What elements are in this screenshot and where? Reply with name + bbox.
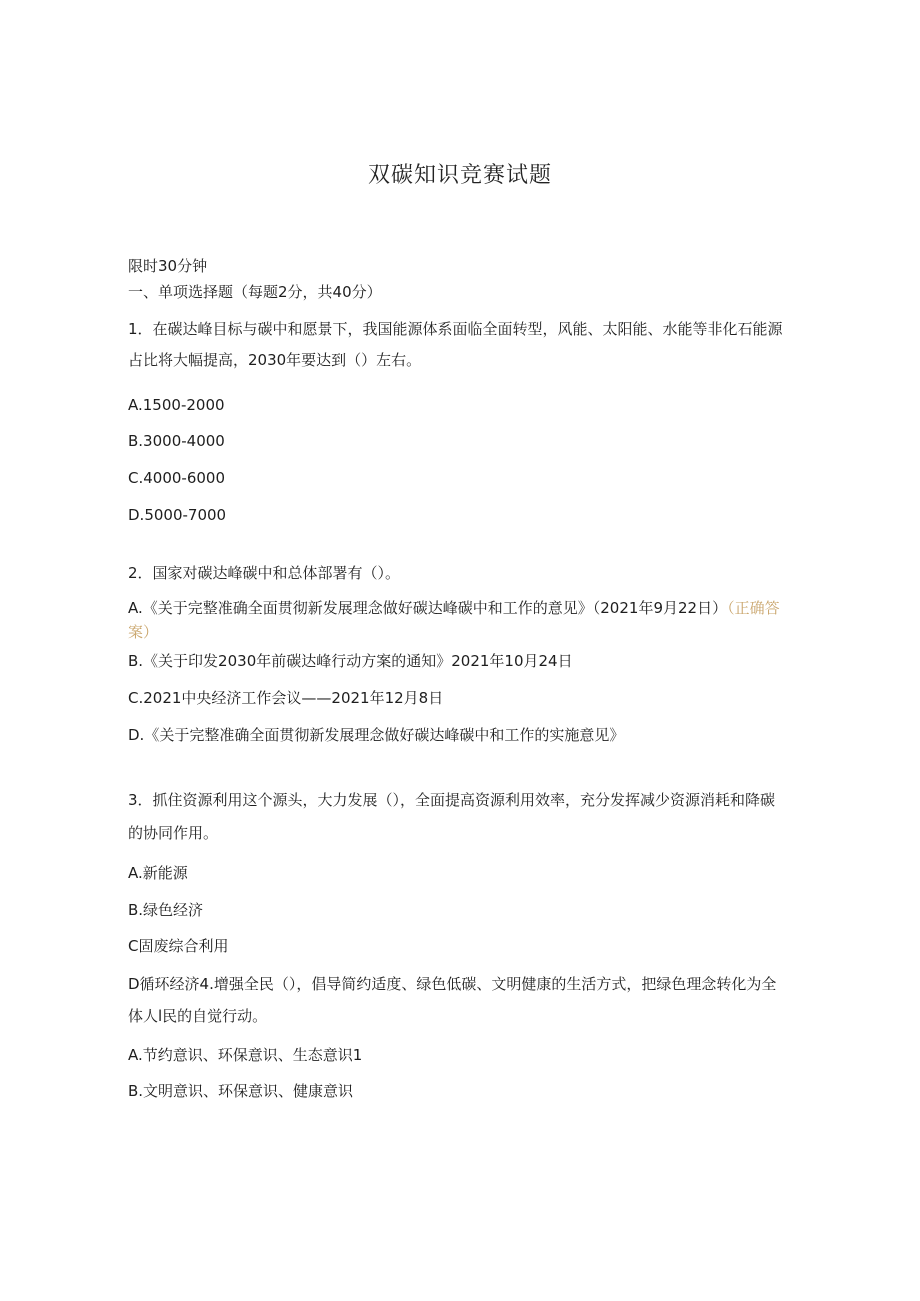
question-2-option-a[interactable] [128,596,790,644]
question-2-text: 2．国家对碳达峰碳中和总体部署有（）。 [128,564,401,582]
question-2-option-c[interactable]: C.2021中央经济工作会议——2021年12月8日 [128,689,444,707]
question-2-option-a-text: A.《关于完整准确全面贯彻新发展理念做好碳达峰碳中和工作的意见》（2021年9月22日） [128,599,728,617]
question-1-option-a[interactable]: A.1500-2000 [128,396,225,414]
question-4-option-b[interactable]: B.文明意识、环保意识、健康意识 [128,1082,354,1100]
section-heading: 一、单项选择题（每题2分，共40分） [128,283,382,301]
time-limit: 限时30分钟 [128,257,208,275]
question-3-option-c[interactable]: C固废综合利用 [128,937,229,955]
question-1-text: 1．在碳达峰目标与碳中和愿景下，我国能源体系面临全面转型，风能、太阳能、水能等非化石能源占比将大幅提高，2030年要达到（）左右。 [128,320,783,369]
question-3-text: 3．抓住资源利用这个源头，大力发展（），全面提高资源利用效率，充分发挥减少资源消耗和降碳的协同作用。 [128,791,776,842]
correct-answer-mark: （正确答案） [128,599,780,641]
question-4-option-a[interactable]: A.节约意识、环保意识、生态意识1 [128,1046,363,1064]
question-3-option-a[interactable]: A.新能源 [128,864,188,882]
page-title: 双碳知识竞赛试题 [367,163,552,188]
question-1-option-c[interactable]: C.4000-6000 [128,469,226,487]
question-3-option-d[interactable]: D循环经济4.增强全民（），倡导简约适度、绿色低碳、文明健康的生活方式，把绿色理念转化为全体人l民的自觉行动。 [128,975,777,1025]
question-3-option-b[interactable]: B.绿色经济 [128,901,204,919]
question-2-option-d[interactable]: D.《关于完整准确全面贯彻新发展理念做好碳达峰碳中和工作的实施意见》 [128,726,625,744]
question-2-option-b[interactable]: B.《关于印发2030年前碳达峰行动方案的通知》2021年10月24日 [128,652,573,670]
question-1-option-d[interactable]: D.5000-7000 [128,506,227,524]
question-1-option-b[interactable]: B.3000-4000 [128,432,225,450]
